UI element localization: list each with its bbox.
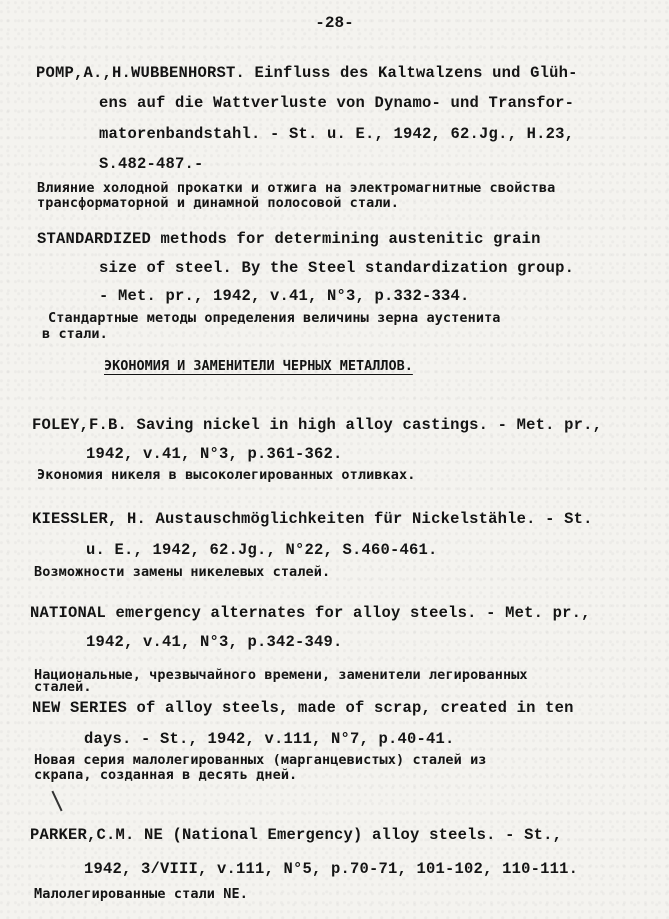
entry-line: KIESSLER, H. Austauschmöglichkeiten für Nickelstähle. - St. — [32, 510, 593, 528]
section-heading: ЭКОНОМИЯ И ЗАМЕНИТЕЛИ ЧЕРНЫХ МЕТАЛЛОВ. — [104, 358, 413, 374]
russian-translation: скрапа, созданная в десять дней. — [34, 767, 298, 783]
entry-line: size of steel. By the Steel standardization group. — [99, 259, 575, 277]
russian-translation: Влияние холодной прокатки и отжига на электромагнитные свойства — [37, 180, 556, 196]
page-number: -28- — [315, 14, 354, 32]
russian-translation: Национальные, чрезвычайного времени, заменители легированных — [34, 667, 528, 683]
entry-line: PARKER,C.M. NE (National Emergency) alloy steels. - St., — [30, 826, 563, 844]
russian-translation: Малолегированные стали NE. — [34, 886, 248, 902]
entry-line: days. - St., 1942, v.111, N°7, p.40-41. — [84, 730, 455, 748]
entry-line: FOLEY,F.B. Saving nickel in high alloy castings. - Met. pr., — [32, 416, 603, 434]
entry-line: 1942, 3/VIII, v.111, N°5, p.70-71, 101-102, 110-111. — [84, 860, 579, 878]
russian-translation: сталей. — [34, 679, 92, 695]
entry-line: matorenbandstahl. - St. u. E., 1942, 62.Jg., H.23, — [99, 125, 575, 143]
entry-line: - Met. pr., 1942, v.41, N°3, p.332-334. — [99, 287, 470, 305]
russian-translation: Экономия никеля в высоколегированных отливках. — [37, 467, 416, 483]
russian-translation: Возможности замены никелевых сталей. — [34, 564, 331, 580]
entry-line: ens auf die Wattverluste von Dynamo- und Transfor- — [99, 94, 575, 112]
entry-line: 1942, v.41, N°3, p.361-362. — [86, 445, 343, 463]
pencil-mark — [51, 791, 62, 812]
entry-line: 1942, v.41, N°3, p.342-349. — [86, 633, 343, 651]
russian-translation: в стали. — [42, 326, 108, 342]
russian-translation: Новая серия малолегированных (марганцевистых) сталей из — [34, 752, 487, 768]
entry-line: S.482-487.- — [99, 155, 204, 173]
entry-line: POMP,A.,H.WUBBENHORST. Einfluss des Kaltwalzens und Glüh- — [36, 64, 578, 82]
russian-translation: трансформаторной и динамной полосовой стали. — [37, 195, 400, 211]
russian-translation: Стандартные методы определения величины зерна аустенита — [48, 310, 501, 326]
entry-line: STANDARDIZED methods for determining austenitic grain — [37, 230, 541, 248]
entry-line: NEW SERIES of alloy steels, made of scrap, created in ten — [32, 699, 574, 717]
entry-line: u. E., 1942, 62.Jg., N°22, S.460-461. — [86, 541, 438, 559]
entry-line: NATIONAL emergency alternates for alloy steels. - Met. pr., — [30, 604, 591, 622]
